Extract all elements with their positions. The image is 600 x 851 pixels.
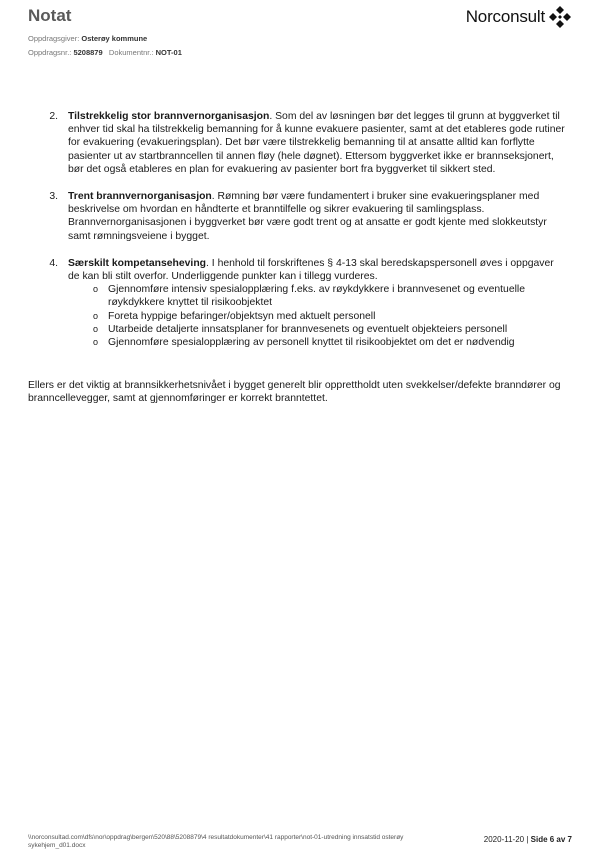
logo-text: Norconsult — [465, 7, 545, 26]
footer-page-number: Side 6 av 7 — [530, 835, 572, 844]
client-value: Osterøy kommune — [81, 34, 148, 43]
sub-list-item — [68, 336, 568, 349]
norconsult-diamond-logo-icon — [548, 5, 572, 29]
item-heading: Særskilt kompetanseheving — [68, 257, 207, 269]
sub-list — [68, 283, 568, 349]
client-label: Oppdragsgiver: — [28, 34, 80, 43]
document-body — [28, 110, 568, 406]
client-line — [28, 34, 147, 43]
item-number: 4. — [49, 257, 58, 269]
item-body — [68, 257, 568, 349]
item-body — [68, 110, 568, 176]
item-heading: Trent brannvernorganisasjon — [68, 191, 212, 203]
sub-item-text: Utarbeide detaljerte innsatsplaner for brannvesenets og eventuelt objekteiers personell — [108, 323, 508, 335]
item-text: . I henhold til forskriftenes § 4-13 skal beredskapspersonell øves i oppgaver de kan bli stilt overfor. Underliggende punkter kan i tillegg vurderes. — [68, 257, 554, 283]
assignment-value: 5208879 — [73, 48, 103, 57]
sub-item-text: Foreta hyppige befaringer/objektsyn med aktuelt personell — [108, 310, 376, 322]
sub-item-text: Gjennomføre intensiv spesialopplæring f.eks. av røykdykkere i brannvesenet og eventuelle røykdykkere knyttet til risikoobjektet — [108, 284, 525, 309]
footer-separator: | — [526, 835, 529, 844]
assignment-label: Oppdragsnr.: — [28, 48, 72, 57]
sub-list-item — [68, 283, 568, 309]
document-value: NOT-01 — [155, 48, 182, 57]
item-text: . Som del av løsningen bør det legges til grunn at byggverket til enhver tid skal ha tilstrekkelig bemanning for å kunne evakuere pasienter, samt at det etableres gode rutiner for evakuering (evakueringsplan). Det bør være tilstrekkelig bemanning til at ansatte alltid kan forflytte pasienter ut av startbranncellen til annen fløy (hele døgnet). Ettersom byggverket ikke er brannseksjonert, bør det også etableres en plan for evakuering av pasienter bort fra byggverket til sikkert sted. — [68, 111, 565, 175]
bullet-circle-icon: o — [92, 323, 98, 334]
sub-list-item — [68, 323, 568, 336]
document-title: Notat — [28, 6, 72, 25]
bullet-circle-icon: o — [92, 310, 98, 321]
closing-paragraph: Ellers er det viktig at brannsikkerhetsnivået i bygget generelt blir opprettholdt uten svekkelser/defekte branndører og branncellevegger, samt at gjennomføringer er korrekt branntettet. — [28, 380, 561, 405]
item-number: 3. — [49, 191, 58, 203]
sub-list-item — [68, 310, 568, 323]
footer-file-path: \\norconsultad.com\dfs\nor\oppdrag\bergen\520\88\5208879\4 resultatdokumenter\41 rapporter\not-01-utredning innsatstid osterøy sykehjem_d01.docx — [28, 834, 404, 849]
bullet-circle-icon: o — [92, 337, 98, 348]
list-item — [28, 110, 568, 176]
norconsult-logo — [466, 6, 572, 28]
item-body — [68, 190, 568, 243]
item-heading: Tilstrekkelig stor brannvernorganisasjon — [68, 111, 270, 122]
footer-page-info — [484, 835, 572, 844]
list-item — [28, 257, 568, 349]
item-number: 2. — [49, 111, 58, 122]
list-item — [28, 190, 568, 243]
assignment-line — [28, 48, 182, 57]
bullet-circle-icon: o — [92, 284, 98, 295]
sub-item-text: Gjennomføre spesialopplæring av personell knyttet til risikoobjektet om det er nødvendig — [108, 337, 515, 349]
footer-date: 2020-11-20 — [483, 835, 525, 844]
document-label: Dokumentnr.: — [108, 48, 154, 57]
item-text: . Rømning bør være fundamentert i bruker sine evakueringsplaner med beskrivelse om hvordan en håndterte et branntilfelle og sikrer evakuering til samlingsplass. Brannvernorganisasjonen i byggverket bør være godt trent og at ansatte er godt kjente med slokkeutstyr samt rømningsveiene i bygget. — [68, 191, 547, 242]
